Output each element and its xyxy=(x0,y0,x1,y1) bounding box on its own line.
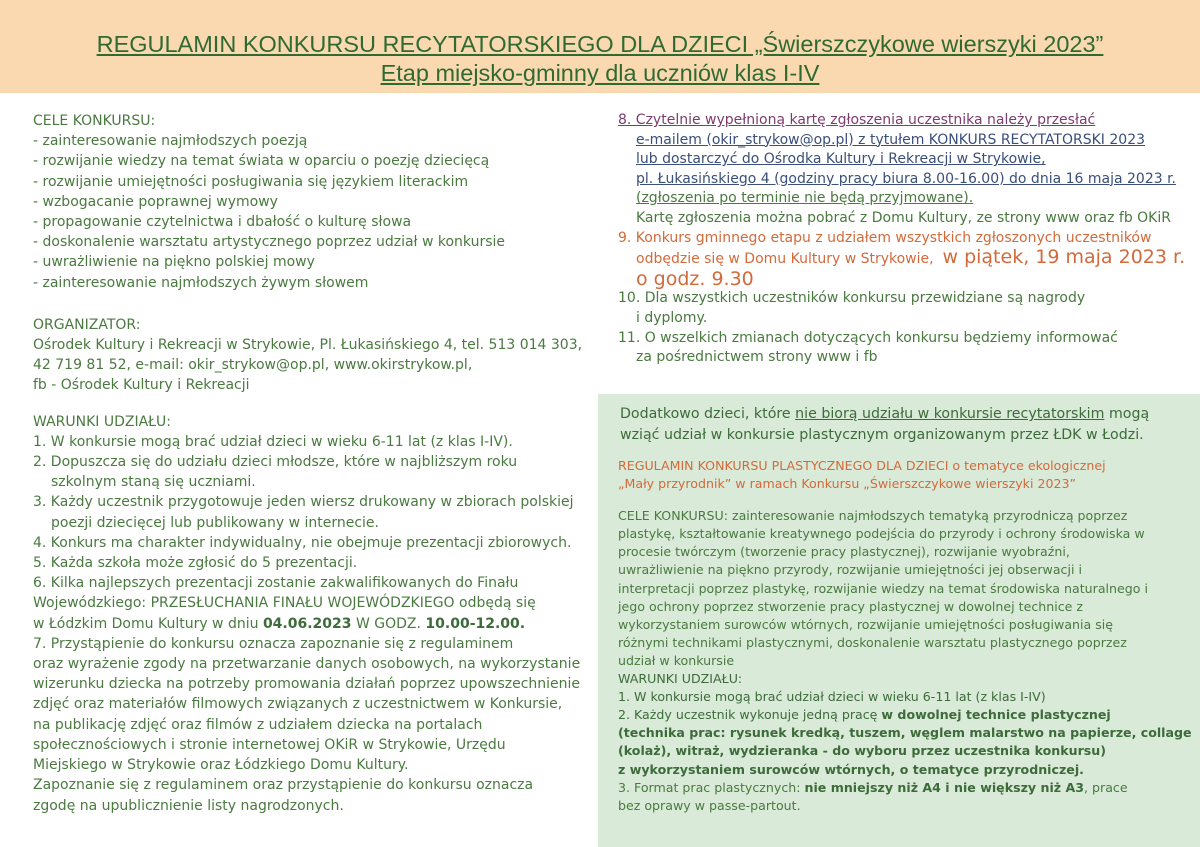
art-rule-3-cont: bez oprawy w passe-partout. xyxy=(618,797,801,813)
art-cele-line: plastykę, kształtowanie kreatywnego podejścia do przyrody i ochrony środowiska w xyxy=(618,526,1145,542)
rule-2: 2. Dopuszcza się do udziału dzieci młodsze, które w najbliższym roku xyxy=(33,454,518,471)
rule-9: 9. Konkurs gminnego etapu z udziałem wszystkich zgłoszonych uczestników xyxy=(618,229,1152,246)
art-rule-3: 3. Format prac plastycznych: nie mniejszy niż A4 i nie większy niż A3, prace xyxy=(618,779,1128,795)
left-column xyxy=(33,111,603,816)
right-column xyxy=(618,111,1193,368)
rule-11-cont: za pośrednictwem strony www i fb xyxy=(636,349,878,366)
art-cele-line: CELE KONKURSU: zainteresowanie najmłodszych tematyką przyrodniczą poprzez xyxy=(618,508,1128,524)
cele-list xyxy=(33,131,603,293)
rule-10-cont: i dyplomy. xyxy=(636,309,708,326)
rule-1: 1. W konkursie mogą brać udział dzieci w wieku 6-11 lat (z klas I-IV). xyxy=(33,433,513,450)
cele-item: - propagowanie czytelnictwa i dbałość o kulturę słowa xyxy=(33,214,412,231)
rule-7-cont: wizerunku dziecka na potrzeby promowania działań poprzez upowszechnienie xyxy=(33,676,581,693)
organizator-line: 42 719 81 52, e-mail: okir_strykow@op.pl, www.okirstrykow.pl, xyxy=(33,357,473,374)
art-rule-2: 2. Każdy uczestnik wykonuje jedną pracę w dowolnej technice plastycznej xyxy=(618,707,1111,723)
contest-date: w piątek, 19 maja 2023 r. xyxy=(942,246,1186,269)
rule-8-deadline: pl. Łukasińskiego 4 (godziny pracy biura 8.00-16.00) do dnia 16 maja 2023 r. xyxy=(636,170,1177,187)
cele-heading: CELE KONKURSU: xyxy=(33,113,156,129)
rule-3-cont: poezji dziecięcej lub publikowany w internecie. xyxy=(51,514,379,531)
art-rule-1: 1. W konkursie mogą brać udział dzieci w wieku 6-11 lat (z klas I-IV) xyxy=(618,689,1046,705)
art-cele-line: jego ochrony poprzez stworzenie pracy plastycznej w dowolnej technice z xyxy=(618,598,1084,614)
rule-2-cont: szkolnym staną się uczniami. xyxy=(51,474,256,491)
rule-8-email: e-mailem (okir_strykow@op.pl) z tytułem KONKURS RECYTATORSKI 2023 xyxy=(636,131,1146,148)
rule-6-date-line: w Łódzkim Domu Kultury w dniu 04.06.2023 W GODZ. 10.00-12.00. xyxy=(33,615,526,632)
consent-note: Zapoznanie się z regulaminem oraz przystąpienie do konkursu oznacza xyxy=(33,777,534,794)
art-rule-2-cont: (kolaż), witraż, wydzieranka - do wyboru przez uczestnika konkursu) xyxy=(618,743,1107,759)
rule-7-cont: Miejskiego w Strykowie oraz Łódzkiego Domu Kultury. xyxy=(33,757,409,774)
art-rule-2-cont: z wykorzystaniem surowców wtórnych, o tematyce przyrodniczej. xyxy=(618,761,1084,777)
rule-8: 8. Czytelnie wypełnioną kartę zgłoszenia uczestnika należy przesłać xyxy=(618,112,1096,128)
art-cele-line: procesie twórczym (tworzenie pracy plastycznej), rozwijanie wyobraźni, xyxy=(618,544,1070,560)
art-contest-title: REGULAMIN KONKURSU PLASTYCZNEGO DLA DZIECI o tematyce ekologicznej xyxy=(618,458,1106,473)
consent-note-cont: zgodę na upublicznienie listy nagrodzonych. xyxy=(33,797,344,814)
final-date: 04.06.2023 xyxy=(262,615,352,632)
cele-item: - rozwijanie wiedzy na temat świata w oparciu o poezję dziecięcą xyxy=(33,153,490,170)
page-subtitle: Etap miejsko-gminny dla uczniów klas I-IV xyxy=(380,60,820,86)
final-time: 10.00-12.00. xyxy=(425,615,526,632)
page-title: REGULAMIN KONKURSU RECYTATORSKIEGO DLA DZIECI „Świerszczykowe wierszyki 2023” xyxy=(96,31,1104,57)
cele-item: - zainteresowanie najmłodszych poezją xyxy=(33,133,308,150)
warunki-heading: WARUNKI UDZIAŁU: xyxy=(33,413,172,430)
rule-7-cont: oraz wyrażenie zgody na przetwarzanie danych osobowych, na wykorzystanie xyxy=(33,656,581,673)
contest-time: o godz. 9.30 xyxy=(636,267,754,290)
intro-underlined: nie biorą udziału w konkursie recytatorskim xyxy=(795,406,1105,422)
cele-item: - uwrażliwienie na piękno polskiej mowy xyxy=(33,254,315,271)
rule-9-cont: odbędzie się w Domu Kultury w Strykowie, w piątek, 19 maja 2023 r. xyxy=(636,246,1186,269)
art-rule-2-cont: (technika prac: rysunek kredką, tuszem, węglem malarstwo na papierze, collage xyxy=(618,725,1192,741)
art-warunki-heading: WARUNKI UDZIAŁU: xyxy=(618,671,743,687)
rule-4: 4. Konkurs ma charakter indywidualny, nie obejmuje prezentacji zbiorowych. xyxy=(33,534,572,551)
rule-8-download: Kartę zgłoszenia można pobrać z Domu Kultury, ze strony www oraz fb OKiR xyxy=(636,209,1171,226)
cele-item: - wzbogacanie poprawnej wymowy xyxy=(33,193,278,210)
rule-8-note: (zgłoszenia po terminie nie będą przyjmowane). xyxy=(636,190,974,207)
organizator-line: fb - Ośrodek Kultury i Rekreacji xyxy=(33,377,250,394)
rule-7: 7. Przystąpienie do konkursu oznacza zapoznanie się z regulaminem xyxy=(33,635,514,652)
art-cele-line: wykorzystaniem surowców wtórnych, rozwijanie umiejętności posługiwania się xyxy=(618,616,1114,632)
rule-6: 6. Kilka najlepszych prezentacji zostanie zakwalifikowanych do Finału xyxy=(33,575,519,592)
rule-8-cont: lub dostarczyć do Ośrodka Kultury i Rekreacji w Strykowie, xyxy=(636,151,1046,168)
cele-item: - doskonalenie warsztatu artystycznego poprzez udział w konkursie xyxy=(33,234,506,251)
organizator-heading: ORGANIZATOR: xyxy=(33,316,141,333)
rule-3: 3. Każdy uczestnik przygotowuje jeden wiersz drukowany w zbiorach polskiej xyxy=(33,494,574,511)
rule-5: 5. Każda szkoła może zgłosić do 5 prezentacji. xyxy=(33,555,358,572)
art-cele-line: interpretacji poprzez plastykę, rozwijanie wiedzy na temat środowiska naturalnego i xyxy=(618,580,1148,596)
rule-7-cont: zdjęć oraz materiałów filmowych związanych z uczestnictwem w Konkursie, xyxy=(33,696,563,713)
art-cele-line: udział w konkursie xyxy=(618,652,735,668)
rule-11: 11. O wszelkich zmianach dotyczących konkursu będziemy informować xyxy=(618,329,1118,346)
rule-10: 10. Dla wszystkich uczestników konkursu przewidziane są nagrody xyxy=(618,290,1086,307)
art-contest-intro: Dodatkowo dzieci, które nie biorą udziału w konkursie recytatorskim mogą wziąć udział w konkursie plastycznym organizowanym przez ŁDK w Łodzi. xyxy=(620,406,1150,443)
art-cele-line: uwrażliwienie na piękno przyrody, rozwijanie umiejętności jej obserwacji i xyxy=(618,562,1082,578)
cele-item: - zainteresowanie najmłodszych żywym słowem xyxy=(33,274,369,291)
art-cele-line: różnymi technikami plastycznymi, doskonalenie warsztatu plastycznego poprzez xyxy=(618,634,1127,650)
cele-item: - rozwijanie umiejętności posługiwania się językiem literackim xyxy=(33,173,469,190)
rule-7-cont: na publikację zdjęć oraz filmów z udziałem dziecka na portalach xyxy=(33,716,483,733)
rule-7-cont: społecznościowych i stronie internetowej OKiR w Strykowie, Urzędu xyxy=(33,736,506,753)
art-contest-subtitle: „Mały przyrodnik” w ramach Konkursu „Świerszczykowe wierszyki 2023” xyxy=(618,476,1077,492)
art-contest-rules xyxy=(618,457,1190,815)
rule-6-cont: Wojewódzkiego: PRZESŁUCHANIA FINAŁU WOJEWÓDZKIEGO odbędą się xyxy=(33,595,536,612)
organizator-line: Ośrodek Kultury i Rekreacji w Strykowie, Pl. Łukasińskiego 4, tel. 513 014 303, xyxy=(33,337,583,354)
